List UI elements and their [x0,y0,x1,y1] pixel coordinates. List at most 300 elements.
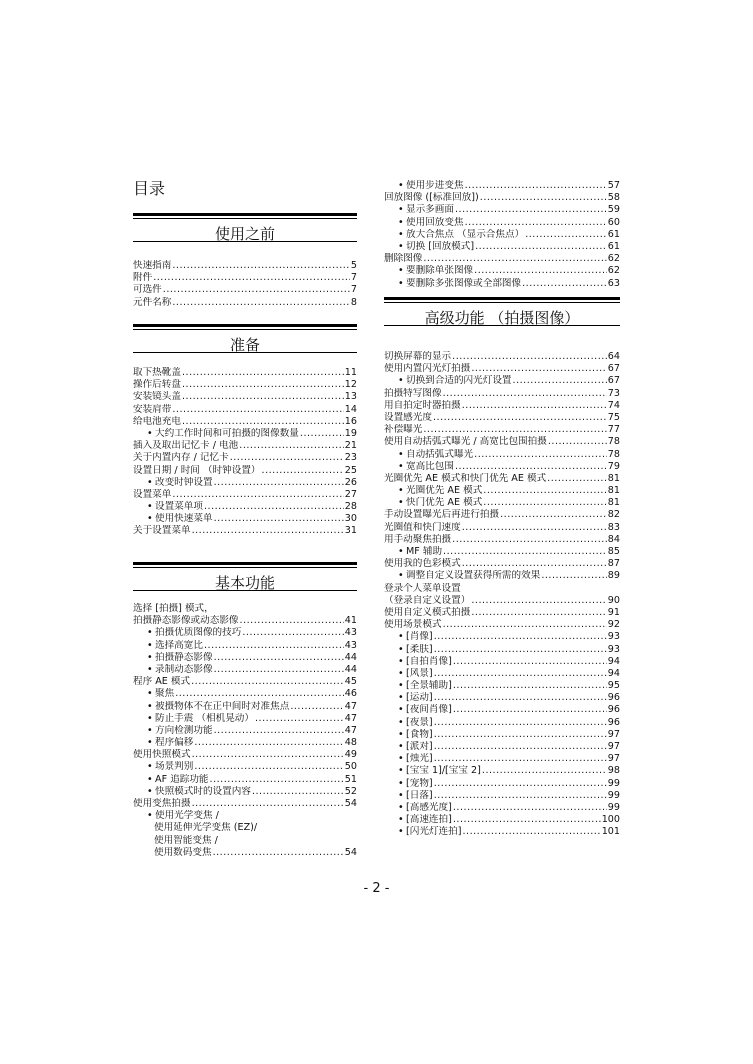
leader-dots [172,297,350,309]
toc-entry-page: 54 [344,798,357,809]
toc-entry-text: 光圈优先 AE 模式和快门优先 AE 模式 [384,472,547,484]
entry-list-basic-continued [384,180,620,290]
toc-entry-text: [闪光灯连拍] [406,826,462,838]
toc-entry [133,701,357,713]
toc-entry-page: 77 [607,424,620,436]
toc-entry-page: 94 [607,655,620,667]
toc-entry-text: [夜景] [406,716,433,728]
bullet-icon: • [147,627,153,639]
toc-entry-text: 设置感光度 [384,411,432,423]
toc-entry-page: 50 [344,761,357,773]
toc-entry-text: 快门优先 AE 模式 [406,497,483,509]
leader-dots [443,388,607,400]
toc-entry-text: 使用我的色彩模式 [384,558,461,570]
toc-entry [384,558,620,570]
bullet-icon: • [147,785,153,797]
toc-entry [384,485,620,497]
leader-dots [453,680,607,692]
toc-entry [384,375,620,387]
toc-entry-page: 23 [344,452,357,464]
leader-dots [214,664,344,676]
bullet-icon: • [147,476,153,488]
bullet-icon: • [398,265,404,277]
leader-dots [433,412,607,424]
toc-entry-page: 58 [607,192,620,204]
toc-entry-text: 使用数码变焦 [154,846,212,858]
leader-dots [483,497,606,509]
toc-entry [133,761,357,773]
bullet-icon: • [398,753,404,765]
toc-entry-text: 程序 AE 模式 [133,676,191,688]
toc-entry-page: 43 [344,627,357,639]
toc-entry [384,497,620,509]
toc-entry-text: 被摄物体不在正中间时对准焦点 [155,700,290,712]
toc-entry-text: 使用延伸光学变焦 (EZ)/ [154,822,258,834]
toc-entry-text: 用手动聚焦拍摄 [384,533,452,545]
toc-entry [384,546,620,558]
toc-entry-page: 47 [344,712,357,724]
bullet-icon: • [147,712,153,724]
toc-entry-page: 81 [607,485,620,497]
toc-entry-page: 78 [607,436,620,448]
leader-dots [172,404,343,416]
toc-entry-text: [烛光] [406,753,433,765]
toc-entry-text: 宽高比包围 [406,460,454,472]
bullet-icon: • [398,643,404,655]
toc-entry-text: 防止手震 （相机晃动） [155,712,254,724]
toc-entry-text: 拍摄特写图像 [384,387,442,399]
toc-entry-page: 41 [344,615,357,627]
toc-entry-text: [夜间肖像] [406,704,452,716]
toc-entry-text: 光圈值和快门速度 [384,521,461,533]
leader-dots [423,253,606,265]
toc-entry-text: 录制动态影像 [155,663,213,675]
toc-entry-page: 99 [607,777,620,789]
leader-dots [452,351,607,363]
leader-dots [455,461,607,473]
bullet-icon: • [398,667,404,679]
toc-entry-text: 补偿曝光 [384,424,423,436]
leader-dots [230,452,344,464]
toc-entry [384,180,620,192]
toc-entry [133,810,357,822]
leader-dots [482,765,607,777]
leader-dots [434,668,607,680]
toc-entry-text: 手动设置曝光后再进行拍摄 [384,509,500,521]
leader-dots [210,774,344,786]
toc-entry-page: 54 [344,846,357,858]
section-header-basic [133,562,357,591]
toc-entry-page: 94 [607,667,620,679]
bullet-icon: • [147,700,153,712]
toc-entry [384,412,620,424]
leader-dots [453,656,607,668]
leader-dots [214,652,344,664]
toc-entry-page: 73 [607,387,620,399]
toc-entry [133,297,357,309]
toc-entry [133,786,357,798]
toc-entry [384,741,620,753]
toc-entry-text: [日落] [406,789,433,801]
leader-dots [163,284,350,296]
toc-entry [384,729,620,741]
toc-entry-text: [宝宝 1]/[宝宝 2] [406,765,481,777]
leader-dots [192,525,344,537]
toc-entry-page: 75 [607,411,620,423]
toc-entry-page: 13 [344,391,357,403]
toc-entry [384,826,620,838]
toc-entry-page: 60 [607,216,620,228]
toc-entry-text: 拍摄静态影像或动态影像 [133,615,239,627]
toc-entry-page: 96 [607,716,620,728]
toc-entry [384,656,620,668]
bullet-icon: • [147,724,153,736]
toc-entry-text: 聚焦 [155,688,175,700]
toc-entry-page: 96 [607,704,620,716]
toc-entry [133,452,357,464]
toc-entry-text: 安装镜头盖 [133,391,181,403]
bullet-icon: • [398,228,404,240]
toc-entry-page: 97 [607,741,620,752]
leader-dots [172,260,350,272]
toc-entry-page: 89 [607,570,620,582]
toc-entry-text: 调整自定义设置获得所需的效果 [406,570,541,582]
leader-dots [462,826,600,838]
bullet-icon: • [398,375,404,387]
leader-dots [443,546,607,558]
toc-entry-page: 5 [350,260,357,271]
toc-entry-text: [全景辅助] [406,680,452,692]
bullet-icon: • [398,741,404,752]
toc-entry [133,272,357,284]
toc-entry-page: 51 [344,773,357,785]
toc-entry-page: 67 [607,363,620,375]
toc-entry [384,522,620,534]
leader-dots [204,501,344,513]
toc-entry [384,424,620,436]
toc-entry [384,473,620,485]
leader-dots [471,363,606,375]
bullet-icon: • [147,688,153,700]
toc-entry-text: 可选件 [133,284,162,296]
toc-entry-text: 使用回放变焦 [406,216,464,228]
leader-dots [465,217,607,229]
section-title: 基本功能 [214,574,275,592]
toc-entry [133,615,357,627]
toc-entry-text: 设置菜单 [133,488,172,500]
toc-entry-page: 61 [607,228,620,240]
toc-entry-page: 81 [607,497,620,509]
toc-entry-page: 30 [344,513,357,525]
toc-entry-text: 选择高宽比 [155,639,203,651]
leader-dots [513,375,607,387]
leader-dots [290,701,343,713]
leader-dots [453,814,601,826]
leader-dots [300,428,344,440]
toc-entry [133,652,357,664]
toc-entry [133,404,357,416]
section-title: 高级功能 （拍摄图像） [424,309,580,327]
toc-entry [384,229,620,241]
toc-entry [133,501,357,513]
leader-dots [434,741,607,753]
toc-entry [384,619,620,631]
toc-entry-text: 取下热靴盖 [133,367,181,378]
toc-entry [133,774,357,786]
toc-entry [133,725,357,737]
toc-entry-page: 101 [601,826,620,838]
toc-entry [384,278,620,290]
leader-dots [214,477,344,489]
toc-entry-text: 快照模式时的设置内容 [155,785,251,797]
toc-entry [133,284,357,296]
bullet-icon: • [398,716,404,728]
toc-entry [384,461,620,473]
toc-entry-text: 显示多画面 [406,204,454,216]
leader-dots [474,449,607,461]
bullet-icon: • [398,692,404,704]
toc-entry-page: 64 [607,351,620,362]
leader-dots [192,749,344,761]
bullet-icon: • [398,777,404,789]
toc-entry [384,570,620,582]
toc-entry [133,465,357,477]
section-header-before-use [133,213,357,242]
leader-dots [434,631,607,643]
leader-dots [434,753,607,765]
toc-entry-text: AF 追踪功能 [155,773,209,785]
toc-entry-text: 改变时钟设置 [155,476,213,488]
toc-entry-text: 要删除单张图像 [406,265,474,277]
toc-entry-text: （登录自定义设置） [384,594,471,606]
toc-entry [384,668,620,680]
bullet-icon: • [398,814,404,826]
leader-dots [474,265,607,277]
bullet-icon: • [147,427,153,439]
toc-entry-text: 使用自定义模式拍摄 [384,606,471,618]
toc-entry-page: 31 [344,525,357,537]
toc-entry [384,509,620,521]
bullet-icon: • [398,460,404,472]
toc-entry [133,627,357,639]
section-title: 使用之前 [214,225,275,243]
section-header-advanced [384,297,620,326]
bullet-icon: • [398,485,404,497]
bullet-icon: • [398,728,404,740]
leader-dots [452,534,607,546]
toc-entry-text: 快速指南 [133,260,172,271]
toc-entry-page: 47 [344,700,357,712]
leader-dots [480,192,607,204]
toc-entry-text: [派对] [406,741,433,752]
toc-entry [133,676,357,688]
toc-entry [384,241,620,253]
toc-entry-page: 99 [607,801,620,813]
leader-dots [194,761,343,773]
toc-entry-page: 48 [344,737,357,749]
toc-entry-page: 98 [607,765,620,777]
leader-dots [462,400,607,412]
leader-dots [455,204,607,216]
toc-entry-text: 使用光学变焦 / [155,810,219,822]
toc-entry [133,440,357,452]
leader-dots [525,229,607,241]
toc-entry-page: 62 [607,265,620,277]
toc-entry [384,583,620,595]
toc-entry [133,260,357,272]
leader-dots [434,778,607,790]
toc-entry-page: 26 [344,476,357,488]
toc-entry-page: 47 [344,724,357,736]
leader-dots [483,485,606,497]
toc-entry [384,595,620,607]
toc-entry-text: 操作后转盘 [133,379,181,391]
toc-entry-page: 14 [344,403,357,415]
toc-entry-page: 85 [607,546,620,557]
toc-entry-page: 16 [344,415,357,427]
leader-dots [434,644,607,656]
toc-entry-page: 83 [607,521,620,533]
toc-entry [384,753,620,765]
toc-entry [384,802,620,814]
leader-dots [191,676,344,688]
toc-entry [384,363,620,375]
toc-entry [133,749,357,761]
toc-entry-text: 设置日期 / 时间 （时钟设置） [133,464,261,476]
leader-dots [214,725,344,737]
leader-dots [434,692,607,704]
toc-entry-text: 切换屏幕的显示 [384,351,452,362]
bullet-icon: • [398,546,404,557]
bullet-icon: • [398,204,404,216]
toc-entry-page: 74 [607,399,620,411]
toc-entry-page: 27 [344,488,357,500]
toc-entry-text: 拍摄静态影像 [155,651,213,663]
bullet-icon: • [398,180,404,191]
toc-entry-page: 45 [344,676,357,688]
toc-entry [384,704,620,716]
bullet-icon: • [398,277,404,289]
toc-entry-page: 81 [607,472,620,484]
toc-entry-text: 大约工作时间和可拍摄的图像数量 [155,427,299,439]
toc-entry-text: 程序偏移 [155,737,194,749]
toc-entry-page: 43 [344,639,357,651]
toc-entry-text: 自动括弧式曝光 [406,448,474,460]
toc-entry-text: 使用快照模式 [133,749,191,761]
toc-entry [133,664,357,676]
toc-entry [133,416,357,428]
toc-entry [384,790,620,802]
bullet-icon: • [147,651,153,663]
toc-entry-text: 使用快速菜单 [155,513,213,525]
toc-entry [133,477,357,489]
toc-entry [133,603,357,615]
leader-dots [500,509,607,521]
leader-dots [213,847,344,859]
toc-entry-page: 97 [607,753,620,765]
toc-entry [133,688,357,700]
toc-entry-page: 82 [607,509,620,521]
toc-entry-text: [高感光度] [406,801,452,813]
leader-dots [182,379,344,391]
page-number: - 2 - [363,881,390,896]
leader-dots [434,729,607,741]
toc-entry-page: 93 [607,631,620,643]
toc-entry-text: 元件名称 [133,296,172,308]
toc-entry-page: 61 [607,240,620,252]
leader-dots [475,241,607,253]
toc-entry [384,692,620,704]
entry-list-basic [133,603,357,859]
bullet-icon: • [147,761,153,773]
leader-dots [462,522,607,534]
toc-entry-text: 选择 [拍摄] 模式， [133,603,214,614]
entry-list-advanced [384,351,620,839]
leader-dots [182,367,344,379]
toc-entry [133,428,357,440]
toc-entry-page: 46 [344,688,357,700]
toc-entry-text: 光圈优先 AE 模式 [406,485,483,497]
toc-entry-text: 放大合焦点 （显示合焦点） [406,228,525,240]
bullet-icon: • [147,810,153,822]
leader-dots [453,802,607,814]
toc-entry-page: 44 [344,651,357,663]
leader-dots [262,465,344,477]
toc-entry-page: 49 [344,749,357,761]
toc-entry [133,489,357,501]
bullet-icon: • [147,639,153,651]
bullet-icon: • [147,663,153,675]
toc-entry-page: 90 [607,594,620,606]
leader-dots [239,440,344,452]
toc-entry [133,525,357,537]
toc-entry-text: 方向检测功能 [155,724,213,736]
leader-dots [465,180,607,192]
toc-entry-page: 91 [607,606,620,618]
toc-entry-page: 97 [607,728,620,740]
toc-entry-page: 84 [607,533,620,545]
toc-entry-page: 57 [607,180,620,191]
toc-entry-text: 删除图像 [384,253,423,265]
leader-dots [255,713,344,725]
toc-entry-text: 插入及取出记忆卡 / 电池 [133,440,239,452]
toc-entry-text: 使用场景模式 [384,619,442,631]
toc-entry-text: [肖像] [406,631,433,643]
toc-entry-text: 切换 [回放模式] [406,240,475,252]
toc-entry-text: 回放图像 ([标准回放]) [384,192,479,204]
toc-entry [384,388,620,400]
toc-entry [384,644,620,656]
toc-entry-text: 关于设置菜单 [133,525,191,537]
toc-entry [133,513,357,525]
toc-entry [133,640,357,652]
toc-entry-text: 使用步进变焦 [406,180,464,191]
toc-entry-text: 使用自动括弧式曝光 / 高宽比包围拍摄 [384,436,547,448]
toc-entry-page: 93 [607,643,620,655]
toc-entry-text: [食物] [406,728,433,740]
toc-entry [133,798,357,810]
toc-entry [384,814,620,826]
toc-entry-text: 使用变焦拍摄 [133,798,191,809]
toc-entry [133,379,357,391]
leader-dots [541,570,606,582]
bullet-icon: • [398,240,404,252]
toc-entry [384,607,620,619]
toc-entry-page: 52 [344,785,357,797]
toc-entry [384,253,620,265]
toc-entry-page: 59 [607,204,620,216]
leader-dots [204,640,344,652]
